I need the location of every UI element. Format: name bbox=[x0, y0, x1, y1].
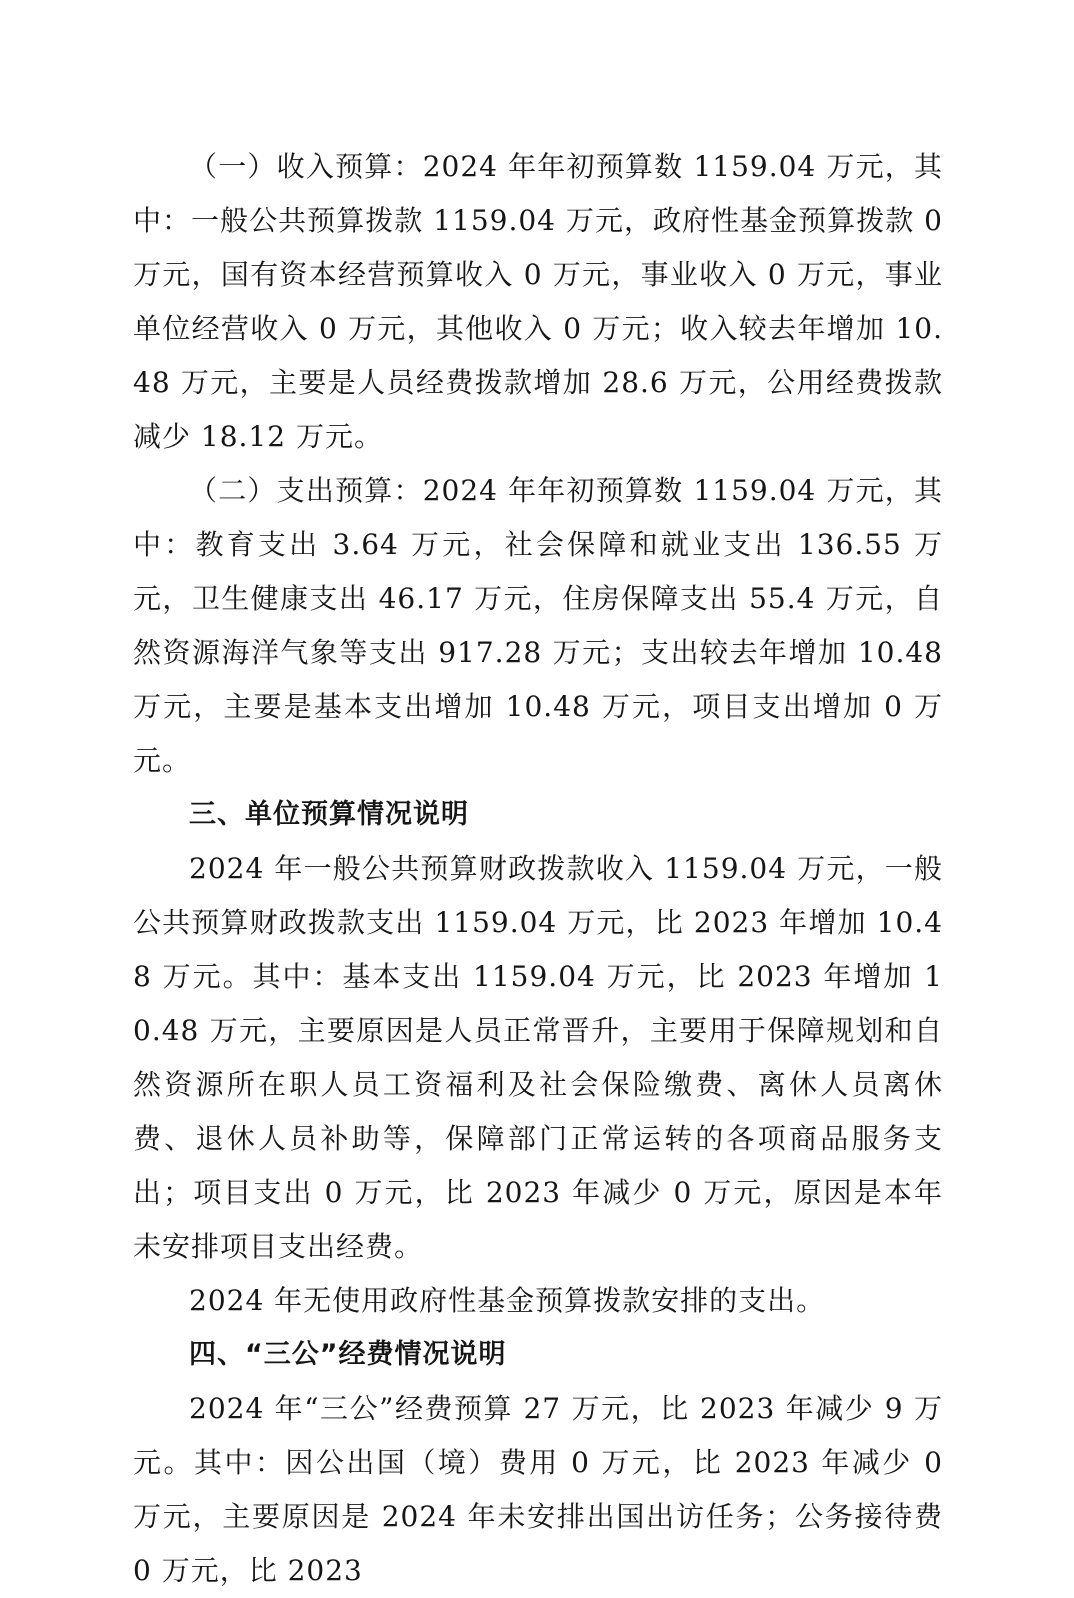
paragraph-three-public-expenses: 2024 年“三公”经费预算 27 万元，比 2023 年减少 9 万元。其中：因公出国（境）费用 0 万元，比 2023 年减少 0 万元，主要原因是 2024 年未安排出国出访任务；公务接待费 0 万元，比 2023 bbox=[133, 1392, 943, 1587]
paragraph-income-budget: （一）收入预算：2024 年年初预算数 1159.04 万元，其中：一般公共预算拨款 1159.04 万元，政府性基金预算拨款 0 万元，国有资本经营预算收入 0 万元，事业收入 0 万元，事业单位经营收入 0 万元，其他收入 0 万元；收入较去年增加 10.48 万元，主要是人员经费拨款增加 28.6 万元，公用经费拨款减少 18.12 万元。 bbox=[133, 150, 943, 453]
paragraph-expenditure-budget: （二）支出预算：2024 年年初预算数 1159.04 万元，其中：教育支出 3.64 万元，社会保障和就业支出 136.55 万元，卫生健康支出 46.17 万元，住房保障支出 55.4 万元，自然资源海洋气象等支出 917.28 万元；支出较去年增加 10.48 万元，主要是基本支出增加 10.48 万元，项目支出增加 0 万元。 bbox=[133, 474, 943, 777]
section-heading-unit-budget: 三、单位预算情况说明 bbox=[189, 799, 469, 830]
section-heading-three-public: 四、“三公”经费情况说明 bbox=[189, 1339, 507, 1370]
paragraph-general-public-budget: 2024 年一般公共预算财政拨款收入 1159.04 万元，一般公共预算财政拨款支出 1159.04 万元，比 2023 年增加 10.48 万元。其中：基本支出 1159.04 万元，比 2023 年增加 10.48 万元，主要原因是人员正常晋升，主要用于保障规划和自然资源所在职人员工资福利及社会保险缴费、离休人员离休费、退休人员补助等，保障部门正常运转的各项商品服务支出；项目支出 0 万元，比 2023 年减少 0 万元，原因是本年未安排项目支出经费。 bbox=[133, 852, 943, 1263]
paragraph-government-fund: 2024 年无使用政府性基金预算拨款安排的支出。 bbox=[189, 1284, 826, 1317]
document-body bbox=[133, 140, 943, 1598]
